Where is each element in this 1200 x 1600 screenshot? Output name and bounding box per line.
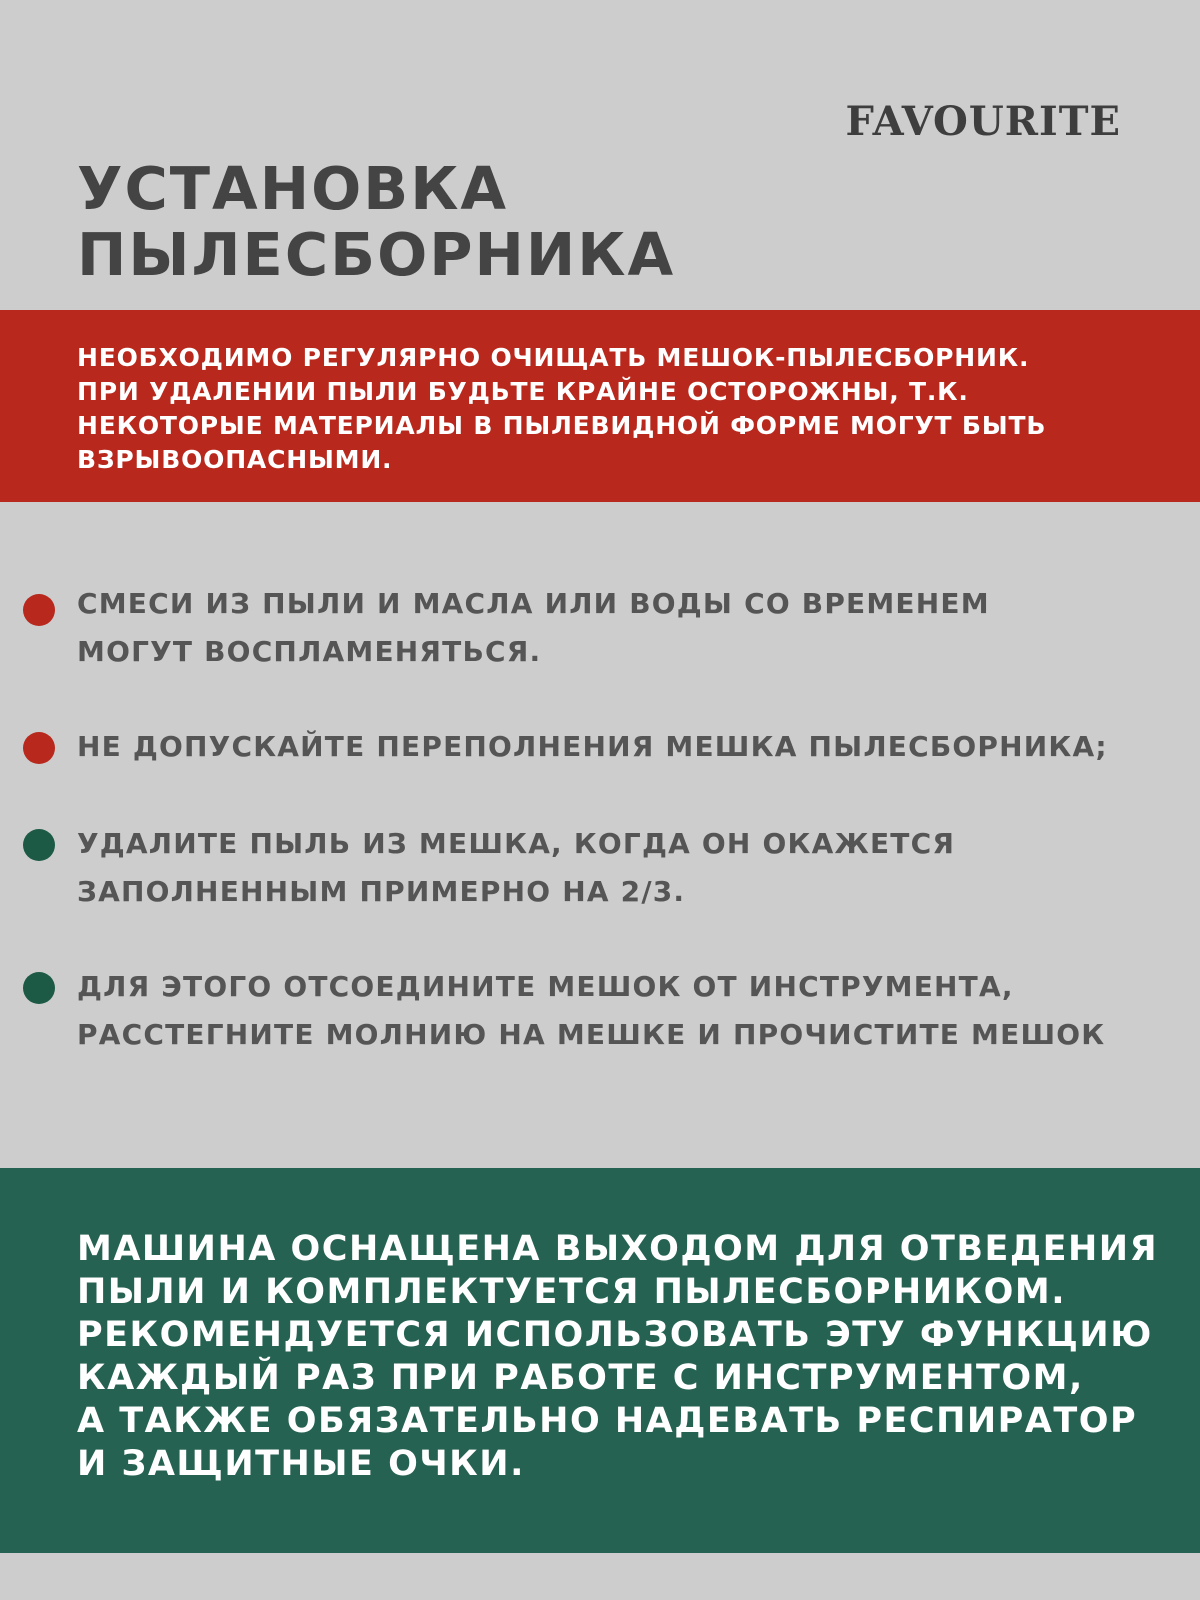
warning-line: ВЗРЫВООПАСНЫМИ. bbox=[77, 445, 393, 474]
note-line: А ТАКЖЕ ОБЯЗАТЕЛЬНО НАДЕВАТЬ РЕСПИРАТОР bbox=[77, 1401, 1138, 1441]
bullet-text bbox=[77, 723, 1108, 771]
bullet-text bbox=[77, 820, 955, 916]
brand-logo: FAVOURITE bbox=[845, 98, 1121, 145]
bullet-text bbox=[77, 580, 990, 676]
green-bullet-dot-icon bbox=[23, 972, 55, 1004]
note-line: КАЖДЫЙ РАЗ ПРИ РАБОТЕ С ИНСТРУМЕНТОМ, bbox=[77, 1358, 1084, 1398]
bullet-text bbox=[77, 963, 1105, 1059]
red-bullet-dot-icon bbox=[23, 594, 55, 626]
note-text bbox=[77, 1228, 1158, 1486]
page-title-line-2: ПЫЛЕСБОРНИКА bbox=[77, 220, 676, 289]
note-line: И ЗАЩИТНЫЕ ОЧКИ. bbox=[77, 1444, 525, 1484]
warning-text bbox=[77, 341, 1177, 477]
warning-line: ПРИ УДАЛЕНИИ ПЫЛИ БУДЬТЕ КРАЙНЕ ОСТОРОЖНЫ, Т.К. bbox=[77, 377, 969, 406]
bullet-line: ЗАПОЛНЕННЫМ ПРИМЕРНО НА 2/3. bbox=[77, 875, 686, 908]
bullet-line: ДЛЯ ЭТОГО ОТСОЕДИНИТЕ МЕШОК ОТ ИНСТРУМЕНТА, bbox=[77, 970, 1014, 1003]
note-line: ПЫЛИ И КОМПЛЕКТУЕТСЯ ПЫЛЕСБОРНИКОМ. bbox=[77, 1272, 1066, 1312]
page-title-line-1: УСТАНОВКА bbox=[77, 154, 509, 223]
green-bullet-dot-icon bbox=[23, 829, 55, 861]
bullet-line: УДАЛИТЕ ПЫЛЬ ИЗ МЕШКА, КОГДА ОН ОКАЖЕТСЯ bbox=[77, 827, 956, 860]
bullet-line: СМЕСИ ИЗ ПЫЛИ И МАСЛА ИЛИ ВОДЫ СО ВРЕМЕНЕМ bbox=[77, 587, 990, 620]
bullet-line: НЕ ДОПУСКАЙТЕ ПЕРЕПОЛНЕНИЯ МЕШКА ПЫЛЕСБОРНИКА; bbox=[77, 730, 1108, 763]
note-line: МАШИНА ОСНАЩЕНА ВЫХОДОМ ДЛЯ ОТВЕДЕНИЯ bbox=[77, 1229, 1159, 1269]
red-bullet-dot-icon bbox=[23, 732, 55, 764]
bullet-line: МОГУТ ВОСПЛАМЕНЯТЬСЯ. bbox=[77, 635, 542, 668]
note-line: РЕКОМЕНДУЕТСЯ ИСПОЛЬЗОВАТЬ ЭТУ ФУНКЦИЮ bbox=[77, 1315, 1153, 1355]
warning-line: НЕКОТОРЫЕ МАТЕРИАЛЫ В ПЫЛЕВИДНОЙ ФОРМЕ МОГУТ БЫТЬ bbox=[77, 411, 1047, 440]
page-title bbox=[77, 156, 675, 288]
bullet-line: РАССТЕГНИТЕ МОЛНИЮ НА МЕШКЕ И ПРОЧИСТИТЕ МЕШОК bbox=[77, 1018, 1106, 1051]
warning-line: НЕОБХОДИМО РЕГУЛЯРНО ОЧИЩАТЬ МЕШОК-ПЫЛЕСБОРНИК. bbox=[77, 343, 1030, 372]
